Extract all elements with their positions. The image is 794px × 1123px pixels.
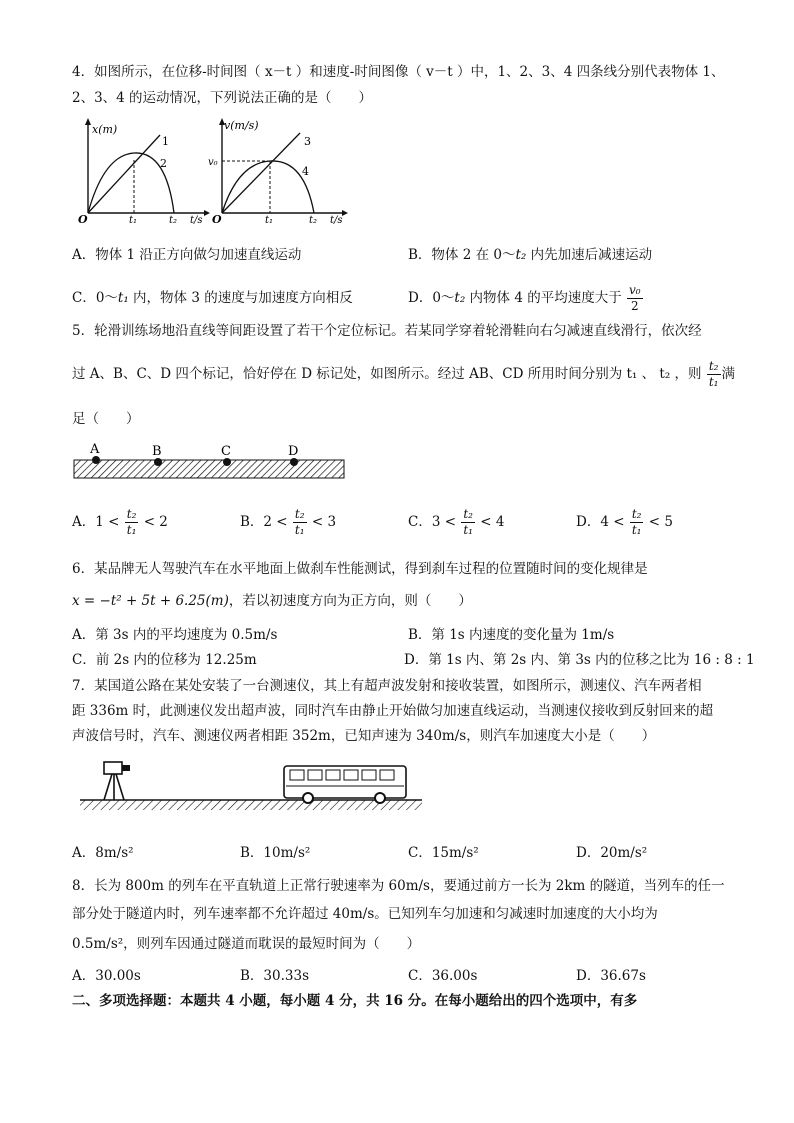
q6-option-c[interactable]: C．前 2s 内的位移为 12.25m (72, 652, 257, 668)
q5-marker-b (154, 458, 162, 466)
graph1-t1: t₁ (129, 215, 138, 225)
q8-option-a[interactable]: A．30.00s (72, 968, 141, 984)
q7-camera-body (104, 762, 122, 774)
q4-option-d-pre: D．0～ (408, 290, 455, 306)
q5-label-d: D (288, 444, 299, 459)
graph1-xlabel: t/s (190, 215, 203, 225)
graph1-ylabel: x(m) (92, 123, 118, 136)
q7-bus-window-4 (344, 770, 358, 780)
q4-option-b-t: t₂ (515, 247, 527, 263)
q4-option-d[interactable] (408, 282, 644, 314)
q5-option-c-den: t₁ (463, 523, 473, 537)
graph1-label-2: 2 (160, 157, 167, 170)
graph1-line1 (88, 135, 160, 213)
q7-bus-window-1 (290, 770, 304, 780)
q8-option-c[interactable]: C．36.00s (408, 968, 478, 984)
q5-track-figure (72, 440, 348, 482)
q8-option-b[interactable]: B．30.33s (240, 968, 309, 984)
q4-option-c-pre: C．0～ (72, 290, 118, 306)
q5-marker-c (223, 458, 231, 466)
q5-stem-line1: 5．轮滑训练场地沿直线等间距设置了若干个定位标记。若某同学穿着轮滑鞋向右匀减速直线滑行，依次经 (72, 323, 702, 339)
q5-stem-line2-pre: 过 A、B、C、D 四个标记，恰好停在 D 标记处，如图所示。经过 AB、CD 所用时间分别为 t₁ 、 t₂ ，则 (72, 366, 702, 382)
q4-option-d-t: t₂ (454, 290, 466, 306)
q4-option-b-pre: B．物体 2 在 0～ (408, 247, 516, 263)
q5-stem-line3: 足（ ） (72, 411, 140, 427)
q4-graph-vt (208, 115, 356, 225)
q4-option-d-post: 内物体 4 的平均速度大于 (465, 290, 622, 306)
q5-label-a: A (90, 442, 100, 457)
graph1-origin: O (78, 213, 88, 225)
q7-option-a[interactable]: A．8m/s² (72, 845, 134, 861)
graph2-t1: t₁ (265, 215, 274, 225)
q4-graph-xt (74, 115, 214, 225)
q7-bus-window-2 (308, 770, 322, 780)
q5-option-a-label: A．1 < (72, 514, 120, 530)
q6-formula: x = −t² + 5t + 6.25(m) (72, 593, 229, 609)
graph2-label-4: 4 (302, 165, 309, 178)
q5-option-b-label: B．2 < (240, 514, 288, 530)
q5-option-c-fraction (461, 507, 475, 538)
q5-option-c-num: t₂ (463, 507, 473, 521)
q5-option-b[interactable] (240, 506, 336, 538)
q4-option-c-post: 内，物体 3 的速度与加速度方向相反 (128, 290, 353, 306)
q5-option-c-tail: < 4 (480, 514, 505, 530)
q5-option-c[interactable] (408, 506, 504, 538)
q4-option-c[interactable] (72, 288, 353, 308)
q7-bus-wheel-front (303, 793, 313, 803)
q6-option-b[interactable]: B．第 1s 内速度的变化量为 1m/s (408, 627, 615, 643)
q4-option-d-num: v₀ (629, 283, 641, 297)
graph2-label-3: 3 (304, 135, 311, 148)
q5-option-a-den: t₁ (126, 523, 137, 537)
q5-stem-den: t₁ (708, 375, 719, 389)
q7-tripod-leg-left (104, 774, 112, 800)
q5-option-d-label: D．4 < (576, 514, 625, 530)
q7-bus-wheel-rear (375, 793, 385, 803)
q4-stem-line1: 4．如图所示，在位移-时间图（ x－t ）和速度-时间图像（ v－t ）中，1、2、3、4 四条线分别代表物体 1、 (72, 64, 725, 80)
q4-option-b-post: 内先加速后减速运动 (526, 247, 653, 263)
graph2-origin: O (212, 213, 222, 225)
q7-bus-window-3 (326, 770, 340, 780)
graph2-line3 (222, 133, 300, 213)
graph1-t2: t₂ (169, 215, 178, 225)
q7-stem-line3: 声波信号时，汽车、测速仪两者相距 352m，已知声速为 340m/s，则汽车加速度大小是（ ） (72, 728, 656, 744)
graph2-ylabel: v(m/s) (224, 119, 259, 132)
q7-stem-line1: 7．某国道公路在某处安装了一台测速仪，其上有超声波发射和接收装置，如图所示，测速仪、汽车两者相 (72, 678, 702, 694)
q4-option-b[interactable] (408, 245, 652, 265)
q5-option-c-label: C．3 < (408, 514, 457, 530)
q7-option-d[interactable]: D．20m/s² (576, 845, 648, 861)
q5-stem-line2-post: 满 (721, 366, 735, 382)
q7-figure (78, 756, 424, 818)
q5-option-a[interactable] (72, 506, 168, 538)
q4-option-c-t: t₁ (117, 290, 129, 306)
graph2-line4 (222, 161, 314, 213)
q4-option-a[interactable]: A．物体 1 沿正方向做匀加速直线运动 (72, 247, 302, 263)
graph2-v0: v₀ (208, 157, 218, 168)
graph2-t2: t₂ (309, 215, 318, 225)
q5-marker-d (290, 458, 298, 466)
q7-bus-window-6 (380, 770, 394, 780)
q6-option-a[interactable]: A．第 3s 内的平均速度为 0.5m/s (72, 627, 278, 643)
q6-option-d[interactable]: D．第 1s 内、第 2s 内、第 3s 内的位移之比为 16 : 8 : 1 (404, 652, 755, 668)
q5-option-a-tail: < 2 (143, 514, 168, 530)
q5-option-b-tail: < 3 (311, 514, 337, 530)
q7-option-b[interactable]: B．10m/s² (240, 845, 311, 861)
q4-option-d-fraction (627, 283, 643, 314)
q5-option-b-den: t₁ (294, 523, 305, 537)
q5-label-c: C (221, 444, 231, 459)
q5-stem-fraction (707, 359, 721, 390)
q7-bus-window-5 (362, 770, 376, 780)
q7-stem-line2: 距 336m 时，此测速仪发出超声波，同时汽车由静止开始做匀加速直线运动，当测速仪接收到反射回来的超 (72, 703, 714, 719)
q4-stem-line2: 2、3、4 的运动情况，下列说法正确的是（ ） (72, 90, 373, 106)
q6-stem-line1: 6．某品牌无人驾驶汽车在水平地面上做刹车性能测试，得到刹车过程的位置随时间的变化规律是 (72, 561, 648, 577)
graph1-label-1: 1 (162, 135, 169, 148)
q6-stem-line2 (72, 591, 472, 611)
q5-label-b: B (152, 444, 162, 459)
q5-option-d-fraction (630, 507, 644, 538)
q5-option-a-num: t₂ (126, 507, 137, 521)
q7-option-c[interactable]: C．15m/s² (408, 845, 479, 861)
q8-stem-line2: 部分处于隧道内时，列车速率都不允许超过 40m/s。已知列车匀加速和匀减速时加速度的大小均为 (72, 906, 658, 922)
q5-ground (74, 460, 344, 478)
graph2-x-arrow (342, 210, 348, 216)
q7-camera-lens (122, 765, 130, 771)
q6-stem-line2-post: ，若以初速度方向为正方向，则（ ） (228, 593, 472, 609)
q5-option-d-den: t₁ (631, 523, 642, 537)
q5-option-d-tail: < 5 (648, 514, 673, 530)
q5-option-b-fraction (293, 507, 307, 538)
q8-stem-line1: 8．长为 800m 的列车在平直轨道上正常行驶速率为 60m/s，要通过前方一长为 2km 的隧道，当列车的任一 (72, 878, 725, 894)
graph2-xlabel: t/s (330, 215, 343, 225)
graph1-y-arrow (85, 118, 91, 125)
q5-option-d[interactable] (576, 506, 673, 538)
section2-heading: 二、多项选择题：本题共 4 小题，每小题 4 分，共 16 分。在每小题给出的四个选项中，有多 (72, 993, 638, 1009)
q5-option-d-num: t₂ (631, 507, 642, 521)
q4-option-d-den: 2 (631, 299, 639, 313)
q7-road-hatch (80, 800, 422, 810)
q5-stem-line2 (72, 358, 735, 390)
q5-stem-num: t₂ (708, 359, 719, 373)
q8-option-d[interactable]: D．36.67s (576, 968, 646, 984)
q7-tripod-leg-right (116, 774, 124, 800)
q5-option-b-num: t₂ (294, 507, 305, 521)
q8-stem-line3: 0.5m/s²，则列车因通过隧道而耽误的最短时间为（ ） (72, 936, 421, 952)
q5-marker-a (92, 456, 100, 464)
q5-option-a-fraction (125, 507, 139, 538)
